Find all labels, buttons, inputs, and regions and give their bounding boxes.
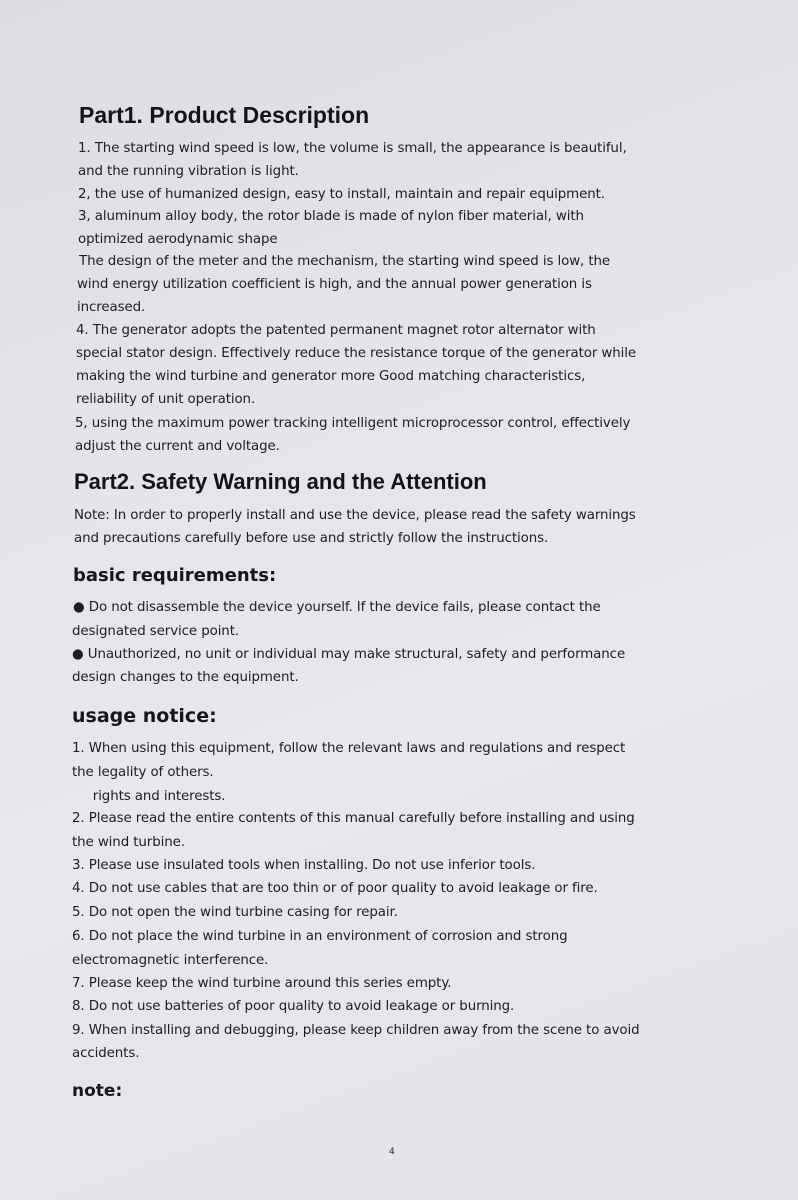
part1-line: 4. The generator adopts the patented permanent magnet rotor alternator with <box>76 323 596 338</box>
usage-notice-line: 5. Do not open the wind turbine casing for repair. <box>72 905 398 920</box>
usage-notice-line: 3. Please use insulated tools when installing. Do not use inferior tools. <box>72 858 536 873</box>
usage-notice-line: 4. Do not use cables that are too thin or of poor quality to avoid leakage or fire. <box>72 881 598 896</box>
part1-line: 2, the use of humanized design, easy to install, maintain and repair equipment. <box>78 187 605 202</box>
part1-line: increased. <box>77 300 146 315</box>
usage-notice-line: 6. Do not place the wind turbine in an environment of corrosion and strong <box>72 929 568 944</box>
part2-note-line: and precautions carefully before use and strictly follow the instructions. <box>74 531 549 546</box>
usage-notice-line: 1. When using this equipment, follow the relevant laws and regulations and respect <box>72 741 626 756</box>
usage-notice-line: electromagnetic interference. <box>72 953 269 968</box>
basic-requirements-heading: basic requirements: <box>73 565 277 586</box>
part1-line: 3, aluminum alloy body, the rotor blade is made of nylon fiber material, with <box>78 209 584 224</box>
part1-line: 1. The starting wind speed is low, the volume is small, the appearance is beautiful, <box>78 141 627 156</box>
usage-notice-line: rights and interests. <box>72 789 226 804</box>
usage-notice-line: the legality of others. <box>72 765 214 780</box>
basic-requirement-line: design changes to the equipment. <box>72 670 299 685</box>
basic-requirement-line: ● Do not disassemble the device yourself. If the device fails, please contact the <box>73 600 601 615</box>
usage-notice-line: accidents. <box>72 1046 140 1061</box>
usage-notice-line: 8. Do not use batteries of poor quality to avoid leakage or burning. <box>72 999 515 1014</box>
part1-line: reliability of unit operation. <box>76 392 256 407</box>
part1-line: wind energy utilization coefficient is high, and the annual power generation is <box>77 277 592 292</box>
usage-notice-heading: usage notice: <box>72 705 217 727</box>
part1-line: making the wind turbine and generator more Good matching characteristics, <box>76 369 586 384</box>
page-number: 4 <box>389 1147 395 1157</box>
usage-notice-line: 7. Please keep the wind turbine around this series empty. <box>72 976 452 991</box>
part1-line: adjust the current and voltage. <box>75 439 280 454</box>
usage-notice-line: the wind turbine. <box>72 835 185 850</box>
part1-line: The design of the meter and the mechanism, the starting wind speed is low, the <box>79 254 611 269</box>
part1-title: Part1. Product Description <box>79 102 370 128</box>
basic-requirement-line: ● Unauthorized, no unit or individual may make structural, safety and performance <box>72 647 626 662</box>
part1-line: optimized aerodynamic shape <box>78 232 278 247</box>
usage-notice-line: 9. When installing and debugging, please keep children away from the scene to avoid <box>72 1023 640 1038</box>
part2-note-line: Note: In order to properly install and use the device, please read the safety warnings <box>74 508 636 523</box>
part1-line: special stator design. Effectively reduce the resistance torque of the generator while <box>76 346 637 361</box>
part1-line: and the running vibration is light. <box>78 164 299 179</box>
usage-notice-line: 2. Please read the entire contents of this manual carefully before installing and using <box>72 811 635 826</box>
part2-title: Part2. Safety Warning and the Attention <box>74 469 487 494</box>
part1-line: 5, using the maximum power tracking intelligent microprocessor control, effectively <box>75 416 631 431</box>
note-heading: note: <box>72 1081 123 1101</box>
basic-requirement-line: designated service point. <box>72 624 240 639</box>
